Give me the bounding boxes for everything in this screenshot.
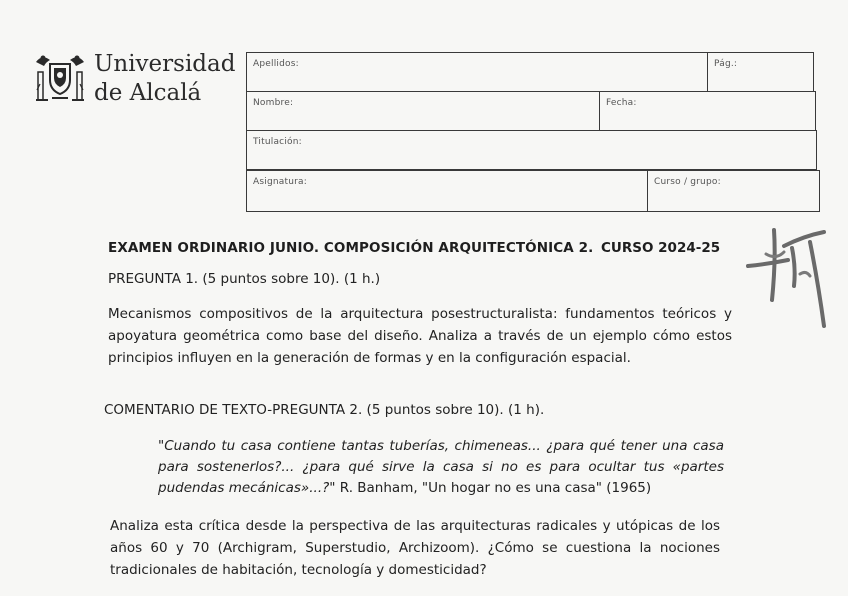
pag-field[interactable] bbox=[707, 52, 814, 92]
fecha-label: Fecha: bbox=[606, 98, 637, 108]
asignatura-field[interactable] bbox=[246, 170, 648, 212]
university-crest-logo bbox=[32, 48, 88, 106]
apellidos-label: Apellidos: bbox=[253, 59, 299, 69]
university-name-line2: de Alcalá bbox=[94, 80, 202, 106]
apellidos-field[interactable] bbox=[246, 52, 708, 92]
question1-text: Mecanismos compositivos de la arquitectura posestructuralista: fundamentos teóricos y apoyatura geométrica como base del diseño. Analiza a través de un ejemplo cómo estos principios influyen en la generación de formas y en la configuración espacial. bbox=[108, 306, 732, 366]
titulacion-field[interactable] bbox=[246, 130, 817, 170]
exam-course: CURSO 2024-25 bbox=[601, 240, 721, 256]
curso-grupo-field[interactable] bbox=[647, 170, 820, 212]
fecha-field[interactable] bbox=[599, 91, 816, 131]
question2-citation: R. Banham, "Un hogar no es una casa" (1965) bbox=[335, 480, 652, 496]
curso-grupo-label: Curso / grupo: bbox=[654, 177, 721, 187]
question2-text: Analiza esta crítica desde la perspectiva de las arquitecturas radicales y utópicas de los años 60 y 70 (Archigram, Superstudio, Archizoom). ¿Cómo se cuestiona la nociones tradicionales de habitación, tecnología y domesticidad? bbox=[110, 518, 720, 578]
question2-heading: COMENTARIO DE TEXTO-PREGUNTA 2. (5 puntos sobre 10). (1 h). bbox=[104, 402, 545, 418]
question1-heading: PREGUNTA 1. (5 puntos sobre 10). (1 h.) bbox=[108, 271, 381, 287]
question2-quote-block bbox=[158, 436, 724, 499]
nombre-field[interactable] bbox=[246, 91, 600, 131]
question2-quote: "Cuando tu casa contiene tantas tuberías, chimeneas... ¿para qué tener una casa para sostenerlos?... ¿para qué sirve la casa si no es para ocultar tus «partes pudendas mecánicas»...?" bbox=[158, 438, 724, 496]
asignatura-label: Asignatura: bbox=[253, 177, 307, 187]
pag-label: Pág.: bbox=[714, 59, 738, 69]
university-name bbox=[94, 50, 235, 108]
handwritten-signature bbox=[744, 224, 836, 334]
nombre-label: Nombre: bbox=[253, 98, 294, 108]
exam-title: EXAMEN ORDINARIO JUNIO. COMPOSICIÓN ARQUITECTÓNICA 2. bbox=[108, 240, 594, 256]
titulacion-label: Titulación: bbox=[253, 137, 302, 147]
university-name-line1: Universidad bbox=[94, 51, 236, 77]
